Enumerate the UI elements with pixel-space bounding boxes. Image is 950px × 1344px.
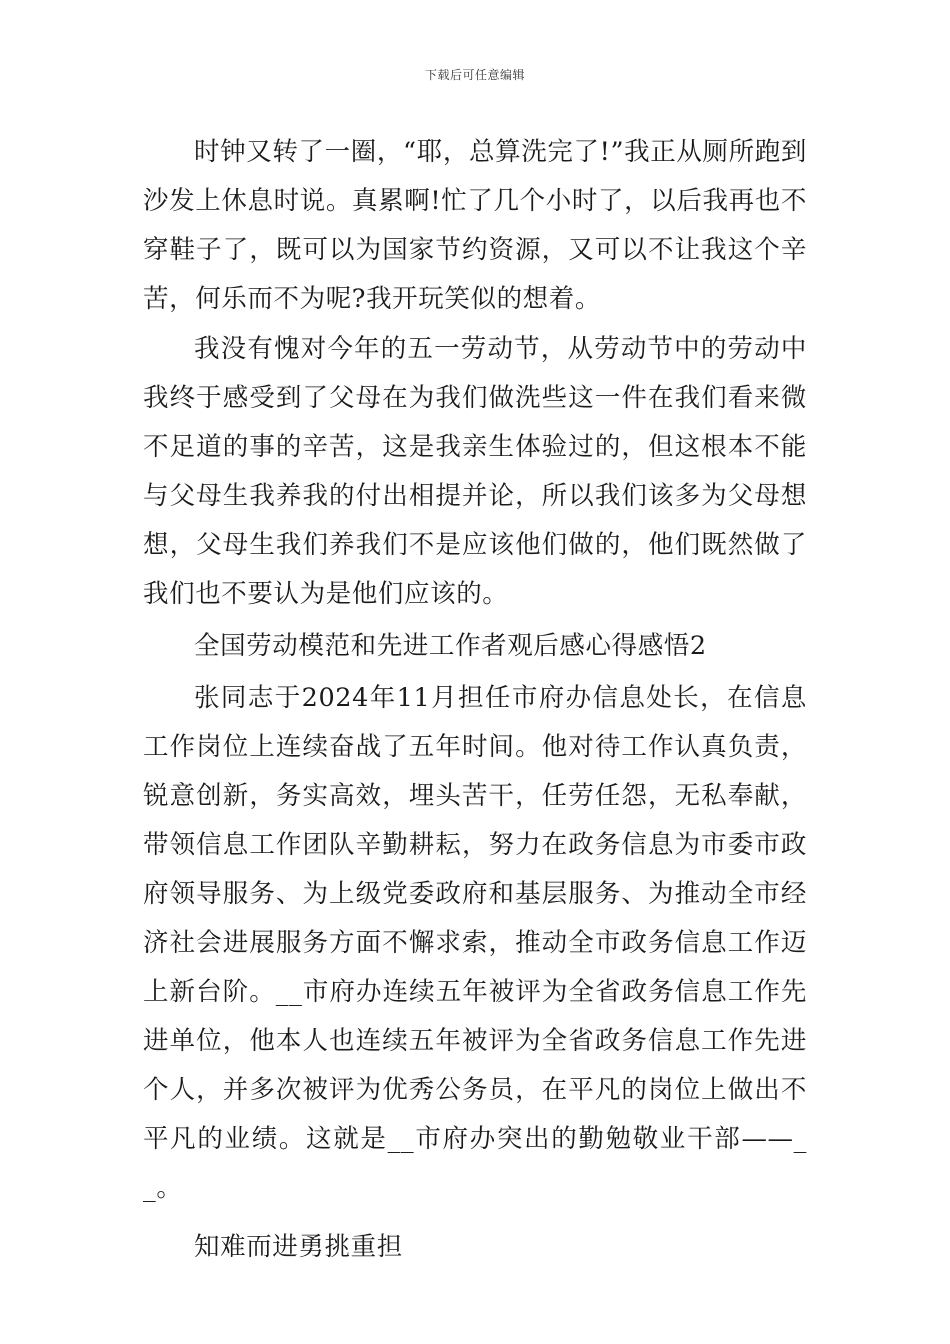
paragraph-zhang-profile: 张同志于2024年11月担任市府办信息处长，在信息工作岗位上连续奋战了五年时间。他对待工作认真负责，锐意创新，务实高效，埋头苦干，任劳任怨，无私奉献，带领信息工作团队辛勤耕耘，努力在政务信息为市委市政府领导服务、为上级党委政府和基层服务、为推动全市经济社会进展服务方面不懈求索，推动全市政务信息工作迈上新台阶。__市府办连续五年被评为全省政务信息工作先进单位，他本人也连续五年被评为全省政务信息工作先进个人，并多次被评为优秀公务员，在平凡的岗位上做出不平凡的业绩。这就是__市府办突出的勤勉敬业干部——__。 xyxy=(143,683,807,1203)
paragraph-labor-day-reflection: 我没有愧对今年的五一劳动节，从劳动节中的劳动中我终于感受到了父母在为我们做洗些这一件在我们看来微不足道的事的辛苦，这是我亲生体验过的，但这根本不能与父母生我养我的付出相提并论，所以我们该多为父母想想，父母生我们养我们不是应该他们做的，他们既然做了我们也不要认为是他们应该的。 xyxy=(143,334,807,609)
paragraph-laundry-finished: 时钟又转了一圈，“耶，总算洗完了!”我正从厕所跑到沙发上休息时说。真累啊!忙了几个小时了，以后我再也不穿鞋子了，既可以为国家节约资源，又可以不让我这个辛苦，何乐而不为呢?我开玩笑似的想着。 xyxy=(143,137,807,314)
header-note: 下载后可任意编辑 xyxy=(424,68,525,82)
section-title: 全国劳动模范和先进工作者观后感心得感悟2 xyxy=(194,631,707,661)
document-body xyxy=(143,128,807,1272)
subheading: 知难而进勇挑重担 xyxy=(194,1232,403,1262)
